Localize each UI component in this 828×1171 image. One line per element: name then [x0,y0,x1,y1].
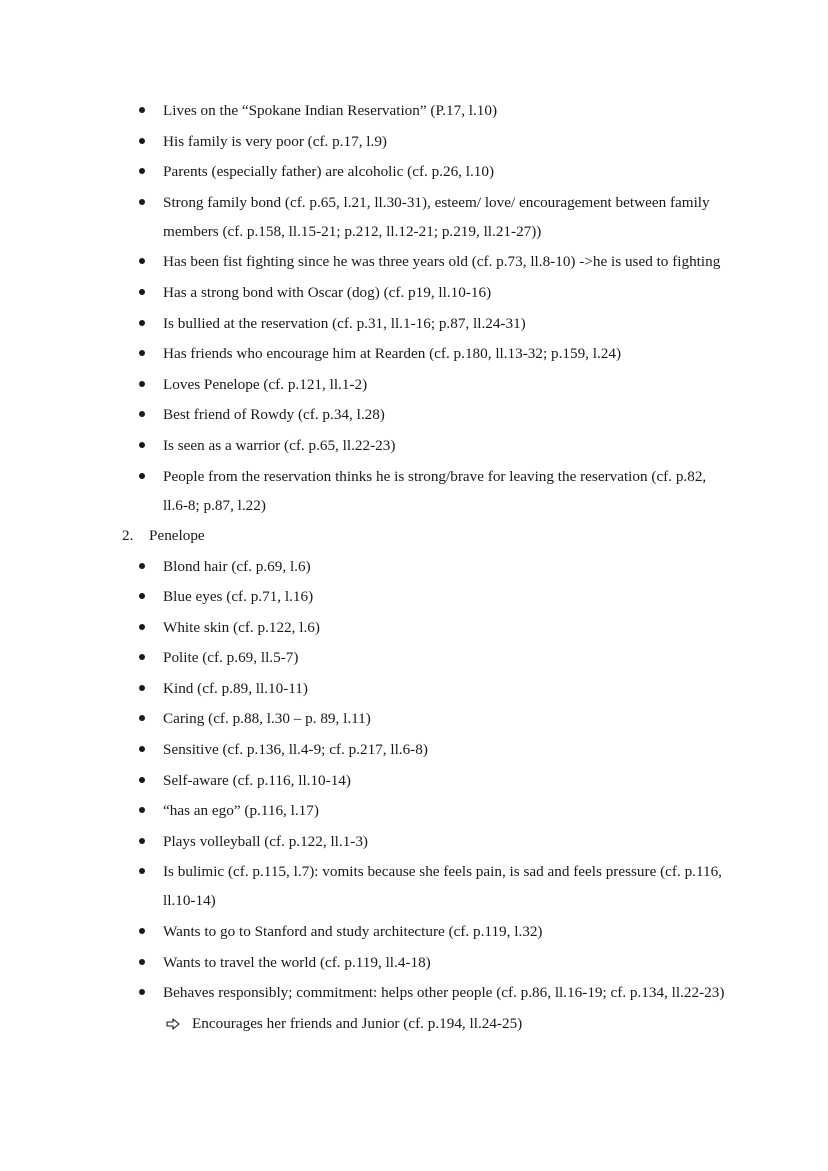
bullet-icon [139,411,145,417]
bullet-icon [139,442,145,448]
list-item [0,978,828,1007]
list-item-text: White skin (cf. p.122, l.6) [163,618,320,636]
bullet-icon [139,168,145,174]
list-item [0,857,828,915]
arnold-traits-list [0,96,828,520]
list-item [0,766,828,795]
bullet-icon [139,289,145,295]
list-item [0,188,828,246]
list-item [0,431,828,460]
list-item-text: Is seen as a warrior (cf. p.65, ll.22-23) [163,436,396,454]
bullet-icon [139,807,145,813]
list-item [0,247,828,276]
sub-point-text: Encourages her friends and Junior (cf. p.194, ll.24-25) [192,1014,523,1032]
list-item-text: Parents (especially father) are alcoholic (cf. p.26, l.10) [163,163,495,181]
list-item [0,917,828,946]
list-item-text: Has friends who encourage him at Rearden (cf. p.180, ll.13-32; p.159, l.24) [163,345,622,363]
list-item-text: Behaves responsibly; commitment: helps other people (cf. p.86, ll.16-19; cf. p.134, ll.22-23) [163,984,725,1002]
list-item-text: Is bulimic (cf. p.115, l.7): vomits because she feels pain, is sad and feels pressure (cf. p.116, ll.10-14) [163,863,722,910]
bullet-icon [139,593,145,599]
list-item [0,400,828,429]
sub-point [0,1009,828,1038]
list-item [0,643,828,672]
bullet-icon [139,563,145,569]
list-item [0,370,828,399]
list-item-text: Blond hair (cf. p.69, l.6) [163,557,311,575]
document-content [0,96,828,1038]
list-item-text: “has an ego” (p.116, l.17) [163,802,319,820]
bullet-icon [139,258,145,264]
list-item [0,127,828,156]
list-item [0,278,828,307]
list-item-text: Wants to go to Stanford and study architecture (cf. p.119, l.32) [163,923,543,941]
list-item-text: Sensitive (cf. p.136, ll.4-9; cf. p.217, ll.6-8) [163,741,428,759]
list-item-text: Has been fist fighting since he was three years old (cf. p.73, ll.8-10) ->he is used to fighting [163,253,721,271]
list-item-text: Has a strong bond with Oscar (dog) (cf. p19, ll.10-16) [163,283,492,301]
list-item [0,796,828,825]
list-item [0,613,828,642]
bullet-icon [139,959,145,965]
bullet-icon [139,350,145,356]
section-title: Penelope [149,527,205,545]
bullet-icon [139,320,145,326]
list-item [0,339,828,368]
list-item-text: His family is very poor (cf. p.17, l.9) [163,132,387,150]
list-item [0,704,828,733]
section-heading-penelope [0,521,828,550]
bullet-icon [139,746,145,752]
list-item [0,552,828,581]
list-item [0,582,828,611]
list-item-text: Lives on the “Spokane Indian Reservation” (P.17, l.10) [163,102,498,119]
bullet-icon [139,777,145,783]
bullet-icon [139,928,145,934]
list-item-text: Wants to travel the world (cf. p.119, ll.4-18) [163,953,431,971]
list-item-text: Loves Penelope (cf. p.121, ll.1-2) [163,375,368,393]
arrow-right-outline-icon [166,1009,180,1030]
list-item-text: Self-aware (cf. p.116, ll.10-14) [163,771,351,789]
list-item [0,948,828,977]
bullet-icon [139,989,145,995]
bullet-icon [139,868,145,874]
list-item-text: Best friend of Rowdy (cf. p.34, l.28) [163,406,385,424]
bullet-icon [139,624,145,630]
section-number: 2. [122,527,134,545]
penelope-traits-list [0,552,828,1008]
bullet-icon [139,685,145,691]
list-item-text: Blue eyes (cf. p.71, l.16) [163,588,314,606]
list-item [0,309,828,338]
list-item [0,674,828,703]
list-item-text: Caring (cf. p.88, l.30 – p. 89, l.11) [163,710,371,728]
bullet-icon [139,199,145,205]
list-item [0,735,828,764]
bullet-icon [139,715,145,721]
bullet-icon [139,654,145,660]
bullet-icon [139,107,145,113]
list-item [0,827,828,856]
list-item-text: Is bullied at the reservation (cf. p.31, ll.1-16; p.87, ll.24-31) [163,314,526,332]
bullet-icon [139,138,145,144]
bullet-icon [139,473,145,479]
list-item-text: Polite (cf. p.69, ll.5-7) [163,649,299,667]
bullet-icon [139,838,145,844]
list-item-text: Strong family bond (cf. p.65, l.21, ll.30-31), esteem/ love/ encouragement between family members (cf. p.158, ll.15-21; p.212, ll.12-21; p.219, ll.21-27)) [163,193,710,240]
list-item [0,462,828,520]
list-item [0,157,828,186]
bullet-icon [139,381,145,387]
list-item-text: Plays volleyball (cf. p.122, ll.1-3) [163,832,368,850]
list-item [0,96,828,125]
list-item-text: Kind (cf. p.89, ll.10-11) [163,679,308,697]
list-item-text: People from the reservation thinks he is strong/brave for leaving the reservation (cf. p.82, ll.6-8; p.87, l.22) [163,467,707,514]
